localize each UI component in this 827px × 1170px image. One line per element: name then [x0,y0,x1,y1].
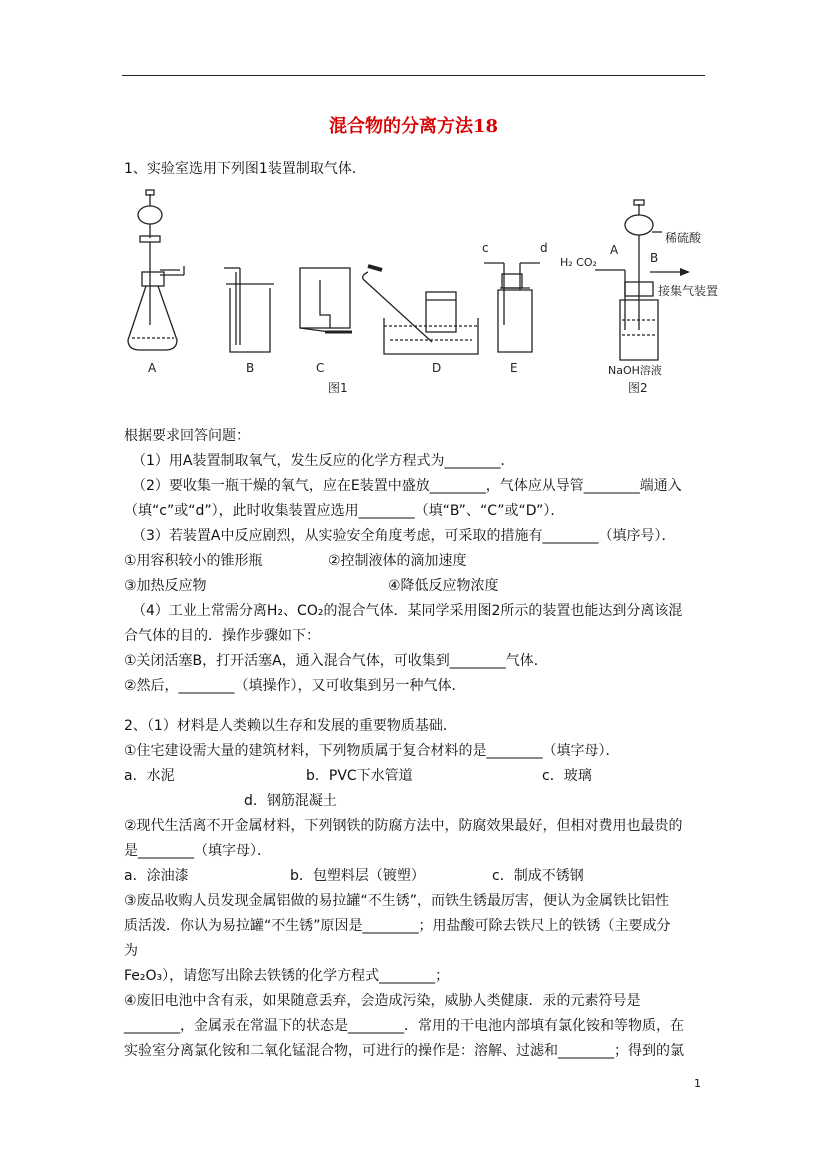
q2-line-7: 为 [124,943,138,959]
q2-option-c1: c．玻璃 [542,768,592,784]
q1-line2-2: ①关闭活塞B，打开活塞A，通入混合气体，可收集到________气体． [124,653,548,669]
label-fig2: 图2 [628,381,648,395]
page-number: 1 [694,1077,701,1090]
q2-option-c2: c．制成不锈钢 [492,868,584,884]
apparatus-b [224,268,274,352]
q2-line-10: ________，金属汞在常温下的状态是________．常用的干电池内部填有氯化铵和等物质，在 [124,1018,684,1034]
label-port-c: c [482,241,489,255]
label-d: D [432,361,442,375]
apparatus-fig2 [595,200,680,360]
q2-line-5: ③废品收购人员发现金属铝做的易拉罐“不生锈”，而铁生锈最厉害，便认为金属铁比铝性 [124,893,670,909]
q2-line-9: ④废旧电池中含有汞，如果随意丢弃，会造成污染，威胁人类健康．汞的元素符号是 [124,993,641,1009]
label-b: B [246,361,255,375]
q2-line-6: 质活泼．你认为易拉罐“不生锈”原因是________；用盐酸可除去铁尺上的铁锈（主要成分 [124,918,671,934]
label-valve-a: A [610,243,619,257]
apparatus-figure [120,180,730,400]
q2-line-4: 是________（填字母）． [124,843,271,859]
label-naoh: NaOH溶液 [608,364,662,377]
q2-option-a1: a．水泥 [124,768,175,784]
label-gas-in: H₂ CO₂ [560,256,597,269]
q2-option-b2: b．包塑料层（镀塑） [290,868,425,884]
label-a: A [148,361,157,375]
apparatus-c [300,268,352,332]
label-port-d: d [540,241,548,255]
q2-option-b1: b．PVC下水管道 [306,768,413,784]
page-title: 混合物的分离方法18 [328,116,499,137]
q2-line-1: 2、（1）材料是人类赖以生存和发展的重要物质基础． [124,718,457,734]
header-rule [122,75,705,76]
label-fig1: 图1 [328,381,348,395]
q2-line-2: ①住宅建设需大量的建筑材料，下列物质属于复合材料的是________（填字母）． [124,743,620,759]
label-e: E [510,361,518,375]
label-acid: 稀硫酸 [665,231,702,245]
q1-option-4: ④降低反应物浓度 [388,578,499,594]
q1-intro: 1、实验室选用下列图1装置制取气体． [124,161,366,177]
q2-line-11: 实验室分离氯化铵和二氧化锰混合物，可进行的操作是：溶解、过滤和________；得到的氯 [124,1043,684,1059]
q1-line-3: （填“c”或“d”），此时收集装置应选用________（填“B”、“C”或“D”）． [124,503,565,519]
q1-line2-0: （4）工业上常需分离H₂、CO₂的混合气体．某同学采用图2所示的装置也能达到分离该混 [132,603,683,619]
q1-line-4: （3）若装置A中反应剧烈，从实验安全角度考虑，可采取的措施有________（填序号）． [132,528,676,544]
apparatus-a [128,190,184,350]
q1-option-2: ②控制液体的滴加速度 [328,553,467,569]
q1-option-3: ③加热反应物 [124,578,207,594]
label-to-collect: 接集气装置 [658,284,719,298]
q2-line-3: ②现代生活离不开金属材料，下列钢铁的防腐方法中，防腐效果最好，但相对费用也最贵的 [124,818,683,834]
q1-line2-3: ②然后，________（填操作），又可收集到另一种气体． [124,678,466,694]
q1-line2-1: 合气体的目的．操作步骤如下： [124,628,320,644]
apparatus-d [363,266,478,354]
q2-option-d1: d．钢筋混凝土 [244,793,337,809]
q1-line-2: （2）要收集一瓶干燥的氧气，应在E装置中盛放________，气体应从导管________端通入 [132,478,682,494]
q2-line-8: Fe₂O₃），请您写出除去铁锈的化学方程式________； [124,968,450,984]
label-c: C [316,361,325,375]
q2-option-a2: a．涂油漆 [124,868,189,884]
q1-line-1: （1）用A装置制取氧气，发生反应的化学方程式为________． [132,453,515,469]
q1-option-1: ①用容积较小的锥形瓶 [124,553,263,569]
label-valve-b: B [650,251,659,265]
apparatus-e [484,263,540,352]
q1-line-0: 根据要求回答问题： [124,428,250,444]
